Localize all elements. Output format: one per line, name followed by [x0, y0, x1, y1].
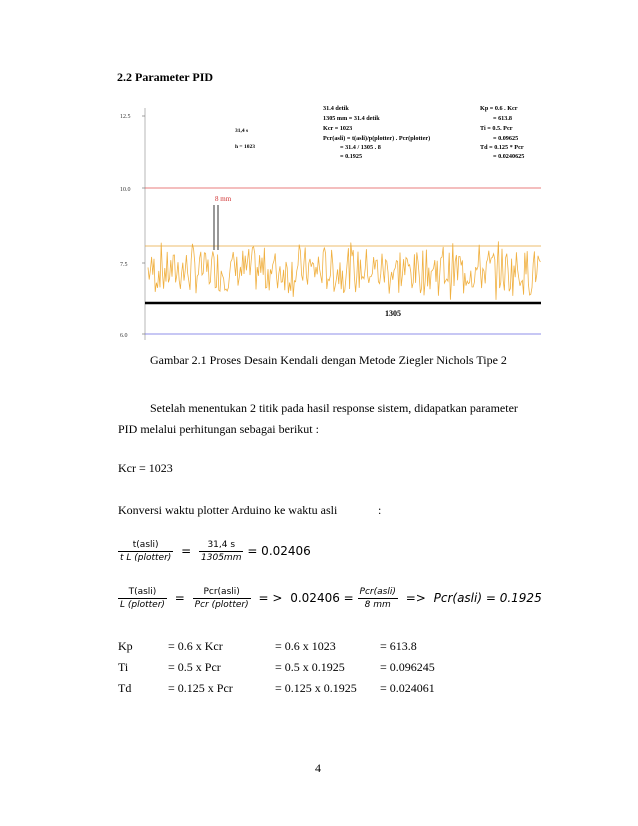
param-kp-calc: = 0.6 x 1023: [275, 639, 336, 653]
page-number: 4: [315, 761, 321, 775]
param-td-name: Td: [118, 681, 132, 695]
figure-caption: Gambar 2.1 Proses Desain Kendali dengan Metode Ziegler Nichols Tipe 2: [150, 353, 507, 367]
eq2-result: Pcr(asli) = 0.1925: [433, 591, 542, 605]
eq2-num2: Pcr(asli): [193, 587, 251, 599]
eq2-den1: L (plotter): [120, 600, 165, 610]
eq2-den2: Pcr (plotter): [194, 600, 249, 610]
param-td-calc: = 0.125 x 0.1925: [275, 681, 357, 695]
param-td-formula: = 0.125 x Pcr: [168, 681, 233, 695]
annotation-mid-1: 31.4 detik: [323, 105, 349, 112]
eq2-arrow-2: =>: [405, 591, 426, 605]
param-kp-formula: = 0.6 x Kcr: [168, 639, 223, 653]
ziegler-nichols-plot: [118, 100, 543, 345]
annotation-right-1: Kp = 0.6 . Kcr: [480, 105, 518, 112]
annotation-left-1: 31,4 s: [235, 128, 249, 134]
param-ti-result: = 0.096245: [380, 660, 435, 674]
eq2-mid: 0.02406 =: [290, 591, 354, 605]
y-tick-7-5: 7.5: [120, 262, 128, 268]
annotation-mid-4: Pcr(asli) = t(asli)/p(plotter) . Pcr(plotter): [323, 135, 431, 142]
eq1-den2: 1305mm: [201, 553, 242, 563]
eq2-num1: T(asli): [118, 587, 167, 599]
konversi-label: Konversi waktu plotter Arduino ke waktu asli: [118, 503, 338, 517]
annotation-right-4: = 0.09625: [493, 135, 519, 142]
konversi-colon: :: [378, 503, 382, 517]
eq2-den3: 8 mm: [364, 600, 391, 610]
annotation-mid-6: = 0.1925: [340, 153, 363, 160]
eq2-num3: Pcr(asli): [359, 587, 396, 597]
param-kp-result: = 613.8: [380, 639, 417, 653]
eq2-fraction-3: [358, 587, 398, 610]
y-tick-12-5: 12.5: [120, 114, 131, 120]
section-heading: 2.2 Parameter PID: [117, 70, 214, 84]
annotation-left-2: h = 1023: [235, 144, 255, 150]
annotation-right-5: Td = 0.125 * Pcr: [480, 144, 524, 151]
body-paragraph: Setelah menentukan 2 titik pada hasil response sistem, didapatkan parameter PID melalui perhitungan sebagai berikut :: [118, 401, 518, 436]
eq2-fraction-1: [118, 587, 167, 610]
param-ti-name: Ti: [118, 660, 129, 674]
param-ti-formula: = 0.5 x Pcr: [168, 660, 221, 674]
eq1-equals: =: [181, 544, 192, 558]
param-ti-calc: = 0.5 x 0.1925: [275, 660, 345, 674]
param-kp-name: Kp: [118, 639, 133, 653]
annotation-mid-5: = 31.4 / 1305 . 8: [340, 144, 381, 151]
annotation-right-3: Ti = 0.5. Pcr: [480, 125, 513, 132]
eq1-num1: t(asli): [118, 540, 173, 552]
y-tick-10-0: 10.0: [120, 187, 131, 193]
param-td-result: = 0.024061: [380, 681, 435, 695]
eq1-fraction-2: [199, 540, 243, 563]
eq1-den1: t L (plotter): [120, 553, 172, 563]
annotation-mid-2: 1305 mm = 31.4 detik: [323, 115, 380, 122]
period-bar-label: 1305: [385, 309, 401, 318]
equation-1: [118, 540, 311, 563]
equation-2: [118, 587, 542, 610]
y-tick-6-0: 6.0: [120, 333, 128, 339]
eq2-equals: =: [174, 591, 185, 605]
eq1-fraction-1: [118, 540, 173, 563]
eq1-num2: 31,4 s: [199, 540, 243, 552]
annotation-right-2: = 613.8: [493, 115, 512, 122]
kcr-line: Kcr = 1023: [118, 461, 173, 475]
eq1-result: = 0.02406: [247, 544, 311, 558]
response-signal-line: [148, 241, 540, 300]
annotation-mid-3: Kcr = 1023: [323, 125, 353, 132]
annotation-right-6: = 0.0240625: [493, 153, 525, 160]
eq2-fraction-2: [193, 587, 251, 610]
eq2-arrow-1: = >: [258, 591, 283, 605]
marker-label: 8 mm: [215, 195, 232, 203]
